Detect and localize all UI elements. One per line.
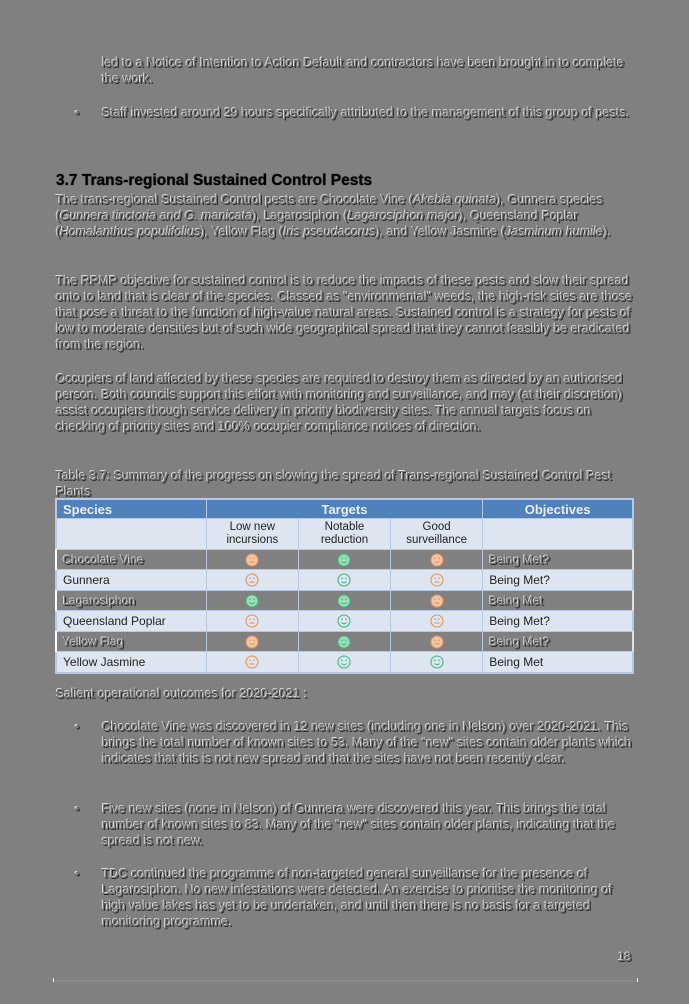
species-cell: Lagarosiphon	[56, 591, 206, 611]
table-row	[56, 632, 633, 652]
objective-cell: Being Met?	[483, 611, 633, 632]
species-cell: Gunnera	[56, 570, 206, 591]
neutral-face-icon	[245, 635, 259, 649]
bullet-gunnera: • Five new sites (none in Nelson) of Gunnera were discovered this year. This brings the total number of known sites to 83. Many of the "new" sites contain older plants, indicating that the spread is not new.	[75, 802, 616, 848]
table-row	[56, 611, 633, 632]
low-status-cell	[206, 611, 298, 632]
header-species: Species	[56, 499, 206, 519]
objective-cell: Being Met?	[483, 550, 633, 570]
low-status-cell	[206, 570, 298, 591]
neutral-face-icon	[245, 553, 259, 567]
objective-cell: Being Met?	[483, 570, 633, 591]
bullet-chocolate-vine: • Chocolate Vine was discovered in 12 new sites (including one in Nelson) over 2020-2021. This brings the total number of known sites to 53. Many of the "new" sites contain older plants which indicates that this is not new spread and that the sites have not been recently clear.	[75, 720, 632, 766]
notable-status-cell	[298, 652, 390, 674]
smiley-face-icon	[337, 573, 351, 587]
section-heading: 3.7 Trans-regional Sustained Control Pests	[56, 172, 373, 189]
notable-status-cell	[298, 570, 390, 591]
bullet-lagarosiphon: • TDC continued the programme of non-targeted general surveillanse for the presence of Lagarosiphon. No new infestations were detected. An exercise to prioritise the monitoring of high value lakes has yet to be undertaken, and until then there is no basis for a targeted monitoring programme.	[75, 867, 613, 929]
good-status-cell	[391, 652, 483, 674]
neutral-face-icon	[430, 635, 444, 649]
smiley-face-icon	[337, 614, 351, 628]
smiley-face-icon	[245, 594, 259, 608]
table-row	[56, 550, 633, 570]
neutral-face-icon	[245, 614, 259, 628]
species-cell: Chocolate Vine	[56, 550, 206, 570]
table-row	[56, 591, 633, 611]
objective-cell: Being Met	[483, 652, 633, 674]
notable-status-cell	[298, 632, 390, 652]
neutral-face-icon	[430, 573, 444, 587]
footer-tick-right	[637, 978, 638, 982]
subheader-low-new-incursions: Low new incursions	[206, 519, 298, 550]
bullet-icon: •	[75, 720, 80, 734]
good-status-cell	[391, 611, 483, 632]
notable-status-cell	[298, 550, 390, 570]
header-targets: Targets	[206, 499, 482, 519]
species-cell: Yellow Flag	[56, 632, 206, 652]
notable-status-cell	[298, 611, 390, 632]
neutral-face-icon	[245, 573, 259, 587]
continued-paragraph: led to a Notice of Intention to Action Default and contractors have been brought in to complete the work.	[102, 56, 625, 86]
occupiers-paragraph: Occupiers of land affected by these species are required to destroy them as directed by an authorised person. Both councils support this effort with monitoring and surveillance, and may (at their discretion) assist occupiers though service delivery in priority biodiversity sites. The annual targets focus on checking of priority sites and 100% occupier compliance notices of direction.	[56, 372, 623, 434]
low-status-cell	[206, 632, 298, 652]
good-status-cell	[391, 550, 483, 570]
low-status-cell	[206, 591, 298, 611]
table-subheader-row	[56, 519, 633, 550]
objective-cell: Being Met	[483, 591, 633, 611]
good-status-cell	[391, 591, 483, 611]
species-cell: Queensland Poplar	[56, 611, 206, 632]
header-objectives: Objectives	[483, 499, 633, 519]
table-row	[56, 570, 633, 591]
bullet-icon: •	[75, 106, 80, 120]
outcomes-intro: Salient operational outcomes for 2020-2021 :	[56, 687, 308, 701]
neutral-face-icon	[245, 655, 259, 669]
bullet-staff-hours: • Staff invested around 29 hours specifically attributed to the management of this group of pests.	[75, 106, 630, 120]
neutral-face-icon	[430, 553, 444, 567]
low-status-cell	[206, 550, 298, 570]
species-cell: Yellow Jasmine	[56, 652, 206, 674]
smiley-face-icon	[337, 635, 351, 649]
smiley-face-icon	[430, 655, 444, 669]
table-header-row	[56, 499, 633, 519]
objective-cell: Being Met?	[483, 632, 633, 652]
progress-summary-table	[55, 498, 634, 674]
good-status-cell	[391, 570, 483, 591]
smiley-face-icon	[337, 594, 351, 608]
neutral-face-icon	[430, 614, 444, 628]
neutral-face-icon	[430, 594, 444, 608]
bullet-icon: •	[75, 867, 80, 881]
table-row	[56, 652, 633, 674]
subheader-notable-reduction: Notable reduction	[298, 519, 390, 550]
bullet-icon: •	[75, 802, 80, 816]
low-status-cell	[206, 652, 298, 674]
smiley-face-icon	[337, 553, 351, 567]
smiley-face-icon	[337, 655, 351, 669]
table-caption: Table 3.7: Summary of the progress on slowing the spread of Trans-regional Sustained Control Pest Plants	[56, 469, 612, 499]
subheader-good-surveillance: Good surveillance	[391, 519, 483, 550]
pest-list-paragraph: The trans-regional Sustained Control pests are Chocolate Vine (Akebia quinata), Gunnera species (Gunnera tinctoria and G. manicata), Lagarosiphon (Lagarosiphon major), Queensland Poplar (Homalanthus populifolius), Yellow Flag (Iris pseudacorus), and Yellow Jasmine (Jasminum humile).	[56, 193, 612, 239]
notable-status-cell	[298, 591, 390, 611]
footer-tick-left	[53, 978, 54, 982]
footer-divider	[53, 980, 638, 982]
page-number: 18	[618, 950, 632, 964]
objective-paragraph: The RPMP objective for sustained control is to reduce the impacts of these pests and slow their spread onto to land that is clear of the species. Classed as "environmental" weeds, the high-risk sites are those that pose a threat to the function of high-value natural areas. Sustained control is a strategy for pests of low to moderate densities but of such wide geographical spread that they cannot feasibly be eradicated from the region.	[56, 274, 633, 352]
good-status-cell	[391, 632, 483, 652]
